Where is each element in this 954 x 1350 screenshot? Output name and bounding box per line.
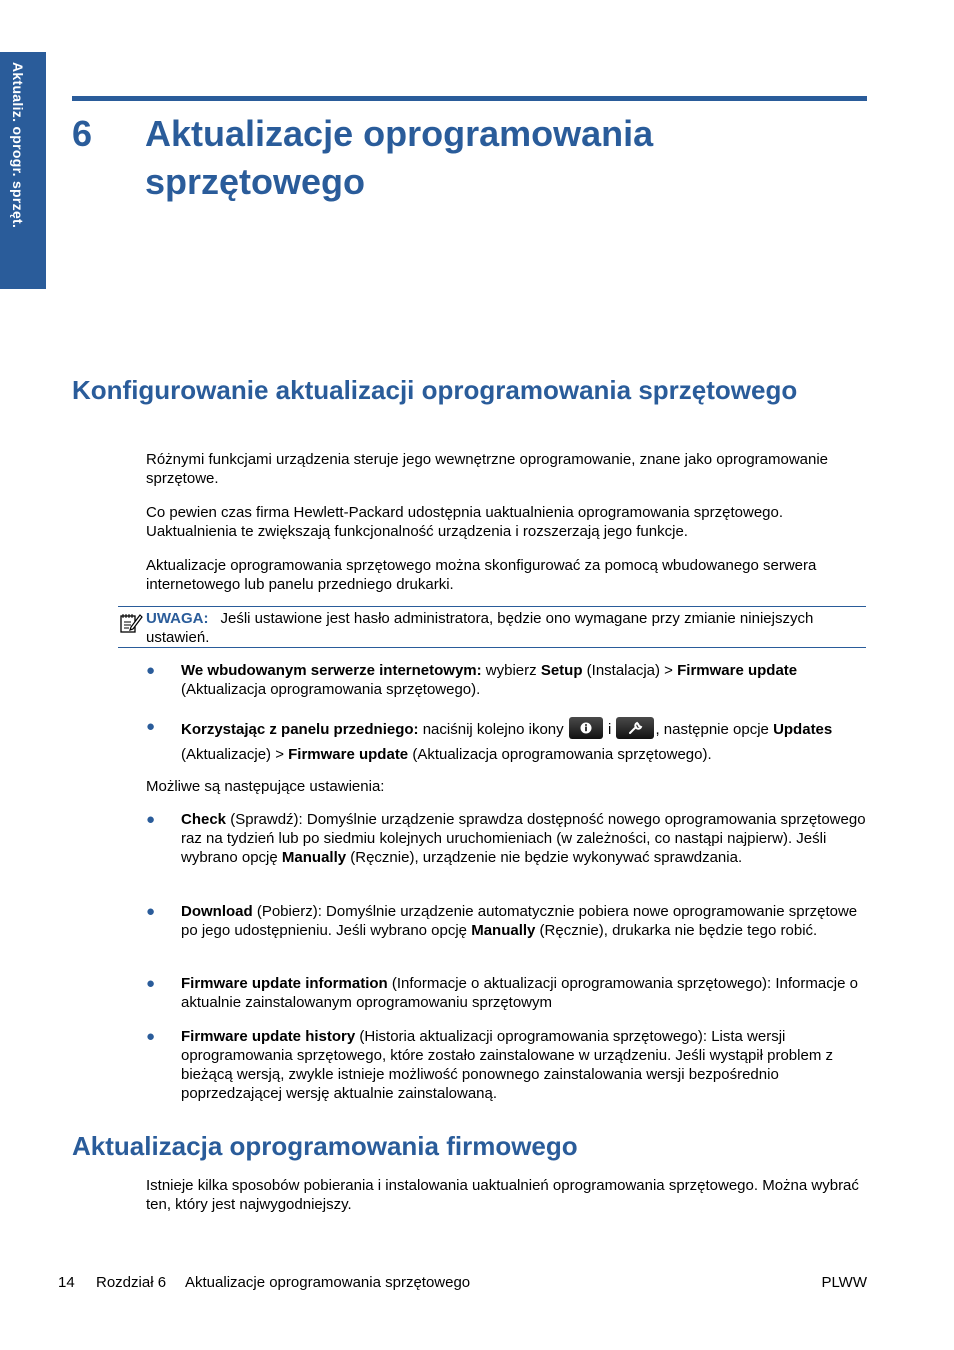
section-heading-firmware: Aktualizacja oprogramowania firmowego: [72, 1131, 578, 1161]
bold-text: Download: [181, 903, 253, 920]
bullet-icon: ●: [146, 811, 156, 828]
bold-text: Firmware update history: [181, 1028, 356, 1045]
footer-chapter-title: Aktualizacje oprogramowania sprzętowego: [185, 1274, 471, 1291]
text: , następnie opcje: [655, 721, 774, 738]
bold-text: Firmware update: [677, 662, 798, 679]
side-tab-label: Aktualiz. oprogr. sprzęt.: [10, 62, 26, 229]
paragraph: Co pewien czas firma Hewlett-Packard udostępnia uaktualnienia oprogramowania sprzętowego. Uaktualnienia te zwiększają funkcjonalność urządzenia i rozszerzają jego funkcje.: [146, 504, 784, 540]
info-icon: [569, 717, 603, 739]
note-box: [118, 606, 866, 648]
text: (Aktualizacje) >: [181, 746, 289, 763]
text: (Informacje o aktualizacji oprogramowania sprzętowego): Informacje o aktualnie zainstalowanym oprogramowaniu sprzętowym: [181, 975, 858, 1011]
list-item-text: [181, 810, 868, 867]
bold-text: Korzystając z panelu przedniego:: [181, 721, 419, 738]
text: (Aktualizacja oprogramowania sprzętowego).: [408, 746, 712, 763]
chapter-title-text: Aktualizacje oprogramowania sprzętowego: [145, 113, 654, 202]
bold-text: Setup: [540, 662, 583, 679]
bullet-icon: ●: [146, 975, 156, 992]
text: (Ręcznie), urządzenie nie będzie wykonywać sprawdzania.: [346, 849, 743, 866]
text: i: [603, 721, 616, 738]
note-body: Jeśli ustawione jest hasło administratora, będzie ono wymagane przy zmianie niniejszych ustawień.: [146, 610, 814, 646]
note-label: UWAGA:: [146, 610, 209, 627]
note-text: [146, 609, 866, 647]
chapter-number: 6: [72, 113, 93, 154]
bold-text: Firmware update information: [181, 975, 388, 992]
list-item-text: [181, 974, 868, 1012]
bold-text: Firmware update: [288, 746, 409, 763]
paragraph: Aktualizacje oprogramowania sprzętowego można skonfigurować za pomocą wbudowanego serwera internetowego lub panelu przedniego drukarki.: [146, 557, 817, 593]
bullet-icon: ●: [146, 1028, 156, 1045]
text: wybierz: [481, 662, 541, 679]
paragraph: Możliwe są następujące ustawienia:: [146, 778, 385, 795]
note-icon: [119, 612, 143, 634]
wrench-icon: [616, 717, 654, 739]
bullet-icon: ●: [146, 662, 156, 679]
section-heading-configure: Konfigurowanie aktualizacji oprogramowania sprzętowego: [72, 375, 798, 405]
text: (Instalacja) >: [582, 662, 678, 679]
bold-text: Manually: [281, 849, 347, 866]
bullet-icon: ●: [146, 903, 156, 920]
footer-chapter-label: Rozdział 6: [96, 1274, 167, 1291]
bold-text: Check: [181, 811, 227, 828]
text: (Aktualizacja oprogramowania sprzętowego).: [181, 681, 481, 698]
bold-text: Updates: [773, 721, 833, 738]
bold-text: Manually: [471, 922, 536, 939]
bullet-icon: ●: [146, 718, 156, 735]
paragraph: Istnieje kilka sposobów pobierania i instalowania uaktualnień oprogramowania sprzętowego. Można wybrać ten, który jest najwygodniejszy.: [146, 1177, 859, 1213]
bold-text: We wbudowanym serwerze internetowym:: [181, 662, 482, 679]
text: naciśnij kolejno ikony: [418, 721, 568, 738]
text: (Sprawdź): Domyślnie urządzenie sprawdza dostępność nowego oprogramowania sprzętowego raz na tydzień lub po siedmiu kolejnych uruchomieniach (w zależności, co nastąpi najpierw). Jeśli wybrano opcję: [181, 811, 866, 866]
text: (Pobierz): Domyślnie urządzenie automatycznie pobiera nowe oprogramowanie sprzętowe po jego udostępnieniu. Jeśli wybrano opcję: [181, 903, 858, 939]
list-item-text: [181, 717, 868, 767]
page-number: 14: [58, 1274, 75, 1291]
list-item-text: [181, 661, 868, 699]
text: (Historia aktualizacji oprogramowania sprzętowego): Lista wersji oprogramowania sprzętowego, które zostało zainstalowane w urządzeniu. Jeśli wystąpił problem z bieżącą wersją, zwykle istnieje możliwość ponownego zainstalowania wersji bezpośrednio poprzedzającej wersję aktualnie zainstalowaną.: [181, 1028, 833, 1102]
chapter-rule: [72, 96, 867, 101]
footer-locale-code: PLWW: [821, 1274, 867, 1291]
list-item-text: [181, 1027, 868, 1103]
side-tab: [0, 52, 46, 289]
paragraph: Różnymi funkcjami urządzenia steruje jego wewnętrzne oprogramowanie, znane jako oprogramowanie sprzętowe.: [146, 451, 829, 487]
list-item-text: [181, 902, 868, 940]
text: (Ręcznie), drukarka nie będzie tego robić.: [535, 922, 818, 939]
